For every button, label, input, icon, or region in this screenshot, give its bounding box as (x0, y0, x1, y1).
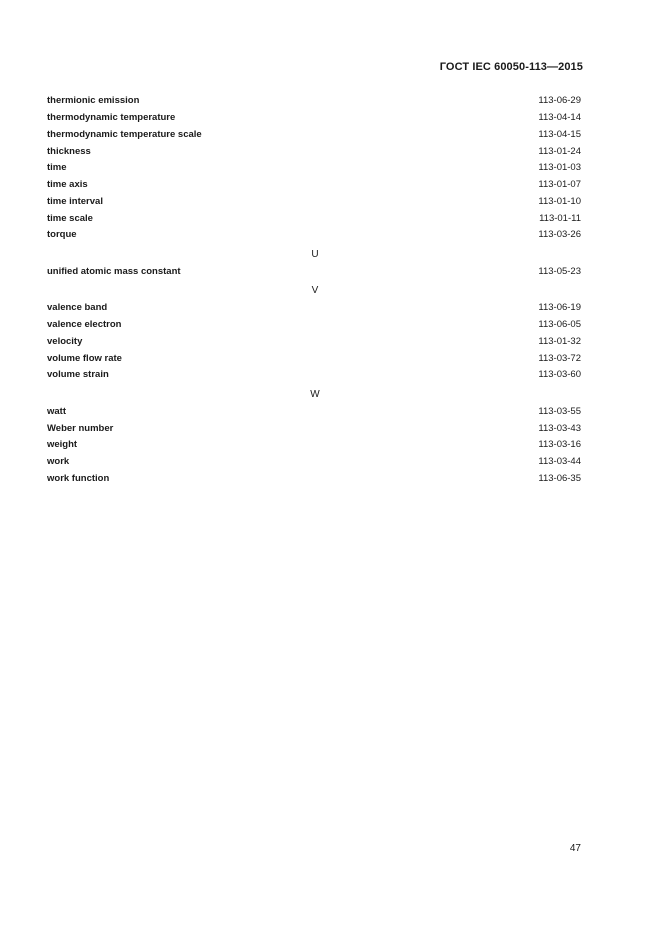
index-term: torque (47, 229, 77, 240)
index-entry (47, 455, 581, 469)
index-term: work function (47, 473, 110, 484)
index-term: weight (47, 439, 78, 450)
index-entry (47, 111, 581, 125)
index-entry (47, 422, 581, 436)
index-entry (47, 161, 581, 175)
index-entry (47, 335, 581, 349)
index-term: unified atomic mass constant (47, 266, 181, 277)
index-entry (47, 178, 581, 192)
index-code: 113-03-26 (538, 229, 581, 240)
index-code: 113-01-10 (538, 196, 581, 207)
index-code: 113-06-19 (538, 302, 581, 313)
index-entry (47, 212, 581, 226)
index-code: 113-01-32 (538, 336, 581, 347)
index-term: thickness (47, 146, 91, 157)
index-code: 113-03-55 (538, 406, 581, 417)
index-term: volume strain (47, 369, 109, 380)
index-code: 113-06-35 (538, 473, 581, 484)
index-entry (47, 472, 581, 486)
index-code: 113-04-15 (538, 129, 581, 140)
index-term: watt (47, 406, 66, 417)
document-header: ГОСТ IEC 60050-113—2015 (439, 61, 583, 73)
index-term: volume flow rate (47, 353, 122, 364)
section-letter: W (310, 389, 320, 400)
index-code: 113-06-05 (538, 319, 581, 330)
index-entry (47, 145, 581, 159)
index-entry (47, 195, 581, 209)
index-term: thermodynamic temperature (47, 112, 176, 123)
section-letter: U (311, 249, 319, 260)
index-code: 113-03-72 (538, 353, 581, 364)
index-entry (47, 405, 581, 419)
section-letter: V (311, 285, 319, 296)
index-code: 113-06-29 (538, 95, 581, 106)
index-entry (47, 318, 581, 332)
index-term: time axis (47, 179, 88, 190)
index-code: 113-05-23 (538, 266, 581, 277)
index-term: time (47, 162, 67, 173)
index-term: work (47, 456, 70, 467)
index-code: 113-04-14 (538, 112, 581, 123)
index-code: 113-01-11 (539, 213, 581, 224)
index-term: thermodynamic temperature scale (47, 129, 202, 140)
index-code: 113-01-24 (538, 146, 581, 157)
index-code: 113-03-43 (538, 423, 581, 434)
page-number: 47 (569, 843, 581, 854)
index-entry (47, 265, 581, 279)
index-term: velocity (47, 336, 83, 347)
index-term: time interval (47, 196, 103, 207)
index-term: valence electron (47, 319, 122, 330)
index-term: thermionic emission (47, 95, 140, 106)
index-code: 113-03-60 (538, 369, 581, 380)
index-term: time scale (47, 213, 93, 224)
index-entry (47, 352, 581, 366)
index-entry (47, 438, 581, 452)
index-entry (47, 94, 581, 108)
index-entry (47, 128, 581, 142)
index-entry (47, 228, 581, 242)
index-entry (47, 301, 581, 315)
index-entry (47, 368, 581, 382)
index-code: 113-03-44 (538, 456, 581, 467)
index-code: 113-03-16 (538, 439, 581, 450)
index-term: Weber number (47, 423, 114, 434)
index-term: valence band (47, 302, 108, 313)
index-code: 113-01-03 (538, 162, 581, 173)
index-code: 113-01-07 (538, 179, 581, 190)
